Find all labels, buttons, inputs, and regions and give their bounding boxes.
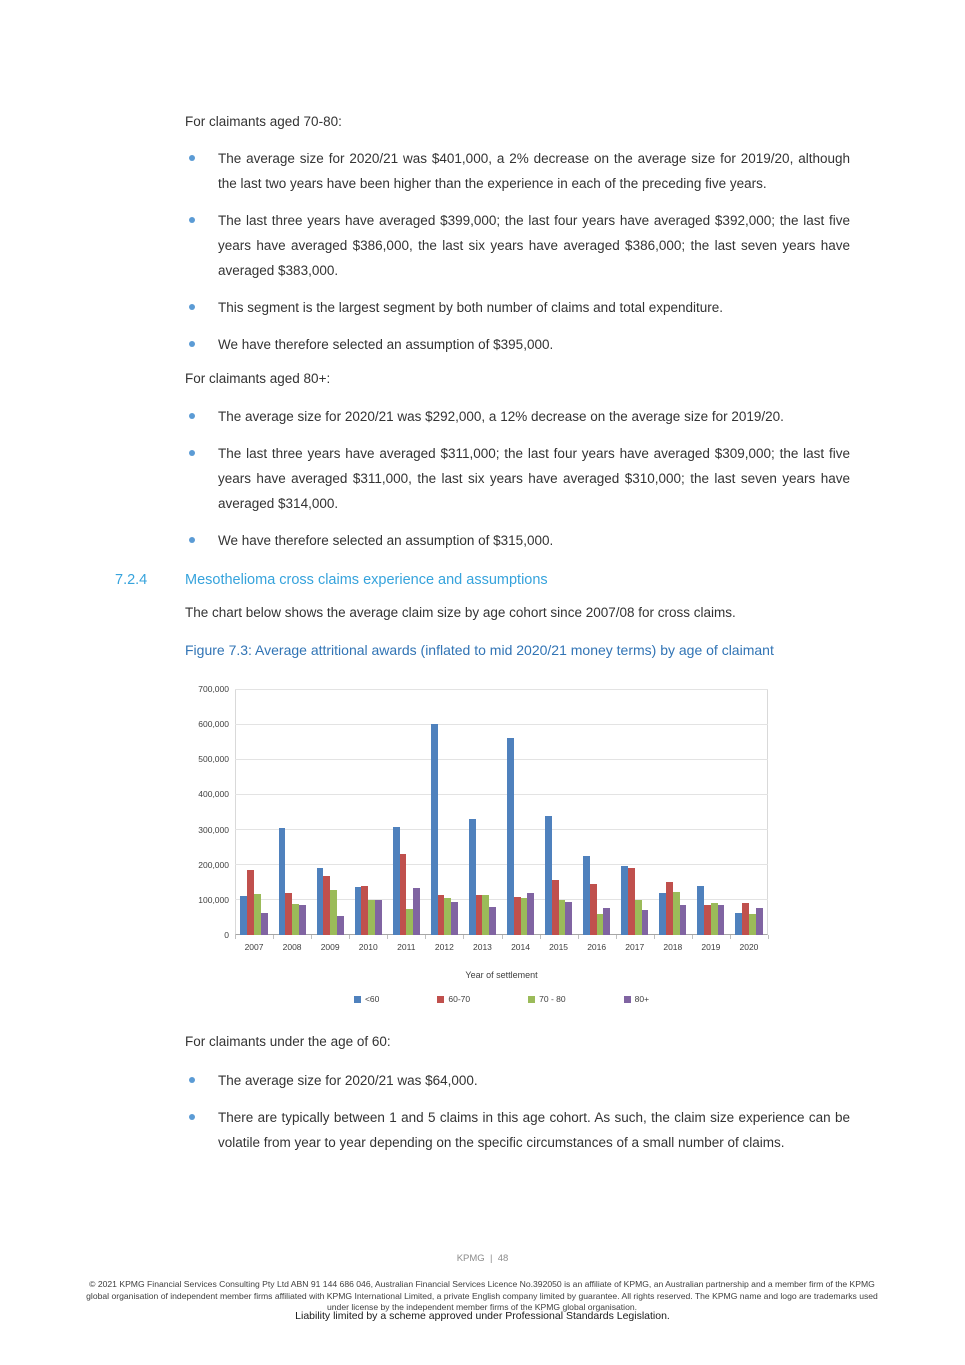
- bar-2014-80+: [527, 893, 534, 935]
- legend-label: <60: [364, 994, 380, 1004]
- section-heading-7-2-4: [115, 570, 850, 590]
- footer-liability-statement: Liability limited by a scheme approved under Professional Standards Legislation.: [295, 1310, 670, 1322]
- bar-2016-80+: [603, 908, 610, 935]
- bar-2012-80+: [451, 902, 458, 935]
- bullet-list-70-80: [185, 146, 850, 357]
- page-content: [115, 0, 850, 1167]
- bar-2008-80+: [299, 905, 306, 935]
- bar-2016-60-70: [590, 884, 597, 935]
- bar-2017-60-70: [628, 868, 635, 935]
- bullet-icon: [189, 217, 195, 223]
- footer-brand: KPMG: [456, 1253, 485, 1264]
- legend-swatch-icon: [624, 996, 631, 1003]
- bullet-text: This segment is the largest segment by both number of claims and total expenditure.: [218, 300, 724, 315]
- list-item: [185, 404, 850, 429]
- bar-2020-<60: [735, 913, 742, 935]
- bullet-text: The average size for 2020/21 was $292,000, a 12% decrease on the average size for 2019/20.: [218, 409, 784, 424]
- legend-label: 70 - 80: [539, 994, 566, 1004]
- bar-2010-<60: [355, 887, 362, 935]
- bar-2007-<60: [240, 896, 247, 935]
- y-axis-tick-label: 600,000: [198, 719, 229, 730]
- bar-2013-80+: [489, 907, 496, 935]
- x-axis-tick-mark: [768, 935, 769, 939]
- bar-2012-60-70: [438, 895, 445, 935]
- x-axis-tick-label: 2012: [434, 942, 454, 952]
- y-gridline: [235, 794, 768, 795]
- bar-2008-<60: [279, 828, 286, 935]
- section-title: Mesothelioma cross claims experience and assumptions: [185, 572, 548, 588]
- bar-2009-60-70: [323, 876, 330, 935]
- para-claimants-70-80: For claimants aged 70-80:: [185, 114, 342, 129]
- bullet-list-under-60: [185, 1068, 850, 1155]
- bar-2015-<60: [545, 816, 552, 935]
- footer-page-number: 48: [497, 1253, 509, 1264]
- legend-item: [437, 987, 470, 1012]
- bullet-icon: [189, 155, 195, 161]
- x-axis-tick-mark: [730, 935, 731, 939]
- figure-7-3-bar-chart: [180, 679, 780, 1009]
- list-item: [185, 441, 850, 516]
- bar-2009-<60: [317, 868, 324, 935]
- bullet-text: We have therefore selected an assumption of $395,000.: [218, 337, 554, 352]
- footer-page-info: [0, 1253, 965, 1264]
- plot-area: [235, 689, 768, 935]
- bar-2011-60-70: [400, 854, 407, 935]
- legend-label: 80+: [634, 994, 650, 1004]
- list-item: [185, 146, 850, 196]
- bullet-text: The last three years have averaged $399,000; the last four years have averaged $392,000; the last five years have averaged $386,000, the last six years have averaged $386,000; the last seven years have averaged $383,000.: [218, 213, 850, 278]
- bullet-icon: [189, 537, 195, 543]
- y-gridline: [235, 724, 768, 725]
- bar-2008-70-80: [292, 904, 299, 935]
- x-axis-tick-label: 2018: [663, 942, 683, 952]
- footer-separator: |: [489, 1253, 493, 1264]
- bar-2011-80+: [413, 888, 420, 935]
- bar-2015-80+: [565, 902, 572, 935]
- x-axis-tick-mark: [387, 935, 388, 939]
- bar-2014-70-80: [521, 898, 528, 935]
- x-axis-tick-label: 2017: [625, 942, 645, 952]
- legend-swatch-icon: [354, 996, 361, 1003]
- x-axis-tick-mark: [273, 935, 274, 939]
- bar-2008-60-70: [285, 893, 292, 935]
- x-axis-tick-mark: [502, 935, 503, 939]
- x-axis-tick-label: 2019: [701, 942, 721, 952]
- figure-caption: Figure 7.3: Average attritional awards (inflated to mid 2020/21 money terms) by age of claimant: [185, 642, 774, 658]
- legend-label: 60-70: [448, 994, 471, 1004]
- bar-2007-60-70: [247, 870, 254, 935]
- bar-2009-80+: [337, 916, 344, 935]
- bullet-text: The last three years have averaged $311,000; the last four years have averaged $309,000; the last five years have averaged $311,000, the last six years have averaged $310,000; the last seven years have averaged $314,000.: [218, 446, 850, 511]
- bullet-text: The average size for 2020/21 was $64,000.: [218, 1073, 478, 1088]
- x-axis-tick-label: 2009: [320, 942, 340, 952]
- bar-2020-80+: [756, 908, 763, 935]
- x-axis-tick-mark: [616, 935, 617, 939]
- chart-intro-paragraph: The chart below shows the average claim size by age cohort since 2007/08 for cross claims.: [185, 605, 736, 620]
- bar-2019-80+: [718, 905, 725, 935]
- x-axis-tick-mark: [654, 935, 655, 939]
- y-gridline: [235, 899, 768, 900]
- bar-2016-70-80: [597, 914, 604, 935]
- x-axis-tick-label: 2016: [587, 942, 607, 952]
- list-item: [185, 1105, 850, 1155]
- x-axis-tick-label: 2010: [358, 942, 378, 952]
- bullet-text: The average size for 2020/21 was $401,000, a 2% decrease on the average size for 2019/20, although the last two years have been higher than the experience in each of the preceding five years.: [218, 151, 850, 191]
- bar-2011-70-80: [406, 909, 413, 935]
- list-item: [185, 208, 850, 283]
- para-claimants-80-plus: For claimants aged 80+:: [185, 371, 331, 386]
- bar-2012-70-80: [444, 898, 451, 935]
- bar-2014-60-70: [514, 897, 521, 935]
- bullet-icon: [189, 1077, 195, 1083]
- section-number: 7.2.4: [115, 572, 148, 588]
- y-axis-tick-label: 100,000: [198, 894, 229, 905]
- y-axis-tick-label: 0: [224, 930, 229, 940]
- y-gridline: [235, 864, 768, 865]
- y-axis-tick-label: 700,000: [198, 684, 229, 694]
- x-axis-tick-mark: [692, 935, 693, 939]
- legend-item: [624, 987, 649, 1012]
- bullet-text: There are typically between 1 and 5 claims in this age cohort. As such, the claim size experience can be volatile from year to year depending on the specific circumstances of a small number of claims.: [218, 1110, 850, 1150]
- bullet-icon: [189, 341, 195, 347]
- bar-2018-60-70: [666, 882, 673, 935]
- bar-2018-70-80: [673, 892, 680, 935]
- y-gridline: [235, 759, 768, 760]
- x-axis-tick-label: 2008: [282, 942, 302, 952]
- para-claimants-under-60: For claimants under the age of 60:: [185, 1034, 391, 1049]
- x-axis-tick-mark: [578, 935, 579, 939]
- x-axis-tick-mark: [425, 935, 426, 939]
- bar-2009-70-80: [330, 890, 337, 935]
- bar-2017-<60: [621, 866, 628, 935]
- x-axis-tick-mark: [540, 935, 541, 939]
- x-axis-tick-label: 2011: [397, 942, 416, 952]
- bar-2019-60-70: [704, 905, 711, 935]
- bullet-icon: [189, 413, 195, 419]
- x-axis-tick-label: 2020: [739, 942, 759, 952]
- bar-2013-<60: [469, 819, 476, 935]
- bar-2019-70-80: [711, 903, 718, 935]
- footer-copyright: © 2021 KPMG Financial Services Consulting Pty Ltd ABN 91 144 686 046, Australian Financial Services Licence No.392050 is an affiliate of KPMG, an Australian partnership and a member firm of the KPMG global organisation of independent member firms affiliated with KPMG International Limited, a private English company limited by guarantee. All rights reserved. The KPMG name and logo are trademarks used under license by the independent member firms of the KPMG global organisation.: [86, 1279, 878, 1312]
- x-axis-tick-mark: [311, 935, 312, 939]
- bar-2010-60-70: [361, 886, 368, 935]
- x-axis-tick-mark: [463, 935, 464, 939]
- x-axis-tick-label: 2007: [244, 942, 264, 952]
- x-axis-title: Year of settlement: [465, 970, 538, 980]
- y-axis-tick-label: 500,000: [198, 754, 229, 765]
- y-axis-tick-label: 200,000: [198, 859, 229, 870]
- bar-2016-<60: [583, 856, 590, 935]
- x-axis-tick-label: 2014: [511, 942, 530, 952]
- x-axis-tick-mark: [349, 935, 350, 939]
- bar-2012-<60: [431, 724, 438, 935]
- bar-2013-70-80: [482, 895, 489, 935]
- bar-2017-80+: [642, 910, 649, 935]
- bar-2013-60-70: [476, 895, 483, 935]
- legend-item: [528, 987, 565, 1012]
- bar-2011-<60: [393, 827, 400, 935]
- bar-2007-70-80: [254, 894, 261, 935]
- bar-2019-<60: [697, 886, 704, 935]
- y-axis-tick-label: 300,000: [198, 824, 229, 835]
- bar-2020-60-70: [742, 903, 749, 935]
- x-axis-tick-label: 2013: [472, 942, 492, 952]
- y-gridline: [235, 689, 768, 690]
- bullet-icon: [189, 1114, 195, 1120]
- bar-2015-60-70: [552, 880, 559, 935]
- bar-2010-70-80: [368, 900, 375, 935]
- x-axis-tick-mark: [235, 935, 236, 939]
- y-gridline: [235, 829, 768, 830]
- chart-legend: [235, 987, 768, 1012]
- list-item: [185, 332, 850, 357]
- bar-2018-80+: [680, 905, 687, 935]
- legend-swatch-icon: [437, 996, 444, 1003]
- list-item: [185, 295, 850, 320]
- x-axis-tick-label: 2015: [549, 942, 569, 952]
- bullet-icon: [189, 450, 195, 456]
- list-item: [185, 1068, 850, 1093]
- y-axis-tick-label: 400,000: [198, 789, 229, 800]
- bar-2010-80+: [375, 900, 382, 935]
- bullet-list-80-plus: [185, 404, 850, 553]
- bullet-icon: [189, 304, 195, 310]
- bar-2007-80+: [261, 913, 268, 935]
- legend-swatch-icon: [528, 996, 535, 1003]
- bar-2020-70-80: [749, 914, 756, 935]
- bar-2015-70-80: [559, 900, 566, 935]
- list-item: [185, 528, 850, 553]
- legend-item: [354, 987, 379, 1012]
- bar-2014-<60: [507, 738, 514, 935]
- bar-2018-<60: [659, 893, 666, 935]
- bullet-text: We have therefore selected an assumption of $315,000.: [218, 533, 554, 548]
- bar-2017-70-80: [635, 900, 642, 935]
